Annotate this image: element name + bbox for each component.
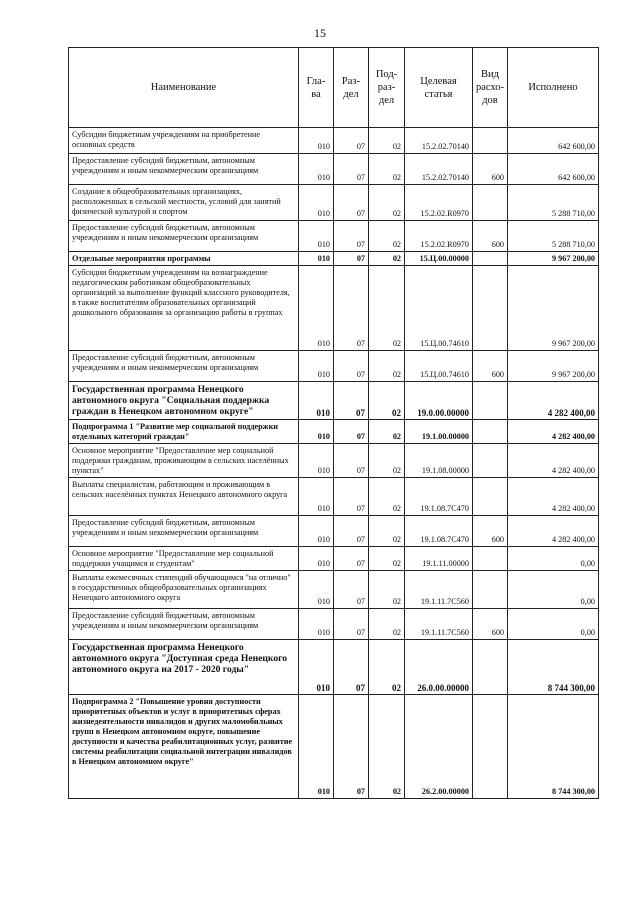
cell-name: Основное мероприятие "Предоставление мер социальной поддержки гражданам, проживающим в сельских населённых пунктах" bbox=[69, 444, 299, 478]
cell-target: 19.1.11.7С560 bbox=[405, 571, 473, 609]
cell-podrazdel: 02 bbox=[369, 478, 405, 516]
cell-target: 15.2.02.R0970 bbox=[405, 185, 473, 221]
cell-razdel: 07 bbox=[334, 266, 369, 351]
header-name: Наименование bbox=[69, 48, 299, 128]
cell-target: 19.1.08.00000 bbox=[405, 444, 473, 478]
cell-glava: 010 bbox=[299, 640, 334, 695]
cell-target: 19.1.08.7С470 bbox=[405, 516, 473, 547]
cell-glava: 010 bbox=[299, 185, 334, 221]
cell-podrazdel: 02 bbox=[369, 695, 405, 799]
table-row bbox=[69, 640, 599, 695]
cell-name: Предоставление субсидий бюджетным, автономным учреждениям и иным некоммерческим организациям bbox=[69, 609, 299, 640]
cell-razdel: 07 bbox=[334, 252, 369, 266]
cell-glava: 010 bbox=[299, 420, 334, 444]
cell-glava: 010 bbox=[299, 252, 334, 266]
table-row bbox=[69, 571, 599, 609]
cell-podrazdel: 02 bbox=[369, 154, 405, 185]
cell-glava: 010 bbox=[299, 154, 334, 185]
cell-podrazdel: 02 bbox=[369, 221, 405, 252]
cell-glava: 010 bbox=[299, 382, 334, 420]
cell-podrazdel: 02 bbox=[369, 444, 405, 478]
cell-razdel: 07 bbox=[334, 547, 369, 571]
table-row bbox=[69, 547, 599, 571]
cell-glava: 010 bbox=[299, 128, 334, 154]
cell-name: Отдельные мероприятия программы bbox=[69, 252, 299, 266]
cell-vid: 600 bbox=[473, 351, 508, 382]
cell-razdel: 07 bbox=[334, 420, 369, 444]
cell-razdel: 07 bbox=[334, 571, 369, 609]
cell-vid bbox=[473, 478, 508, 516]
cell-target: 19.1.00.00000 bbox=[405, 420, 473, 444]
cell-executed: 642 600,00 bbox=[508, 128, 599, 154]
cell-name: Предоставление субсидий бюджетным, автономным учреждениям и иным некоммерческим организациям bbox=[69, 154, 299, 185]
cell-name: Выплаты специалистам, работающим и проживающим в сельских населённых пунктах Ненецкого автономного округа bbox=[69, 478, 299, 516]
cell-vid bbox=[473, 444, 508, 478]
table-row bbox=[69, 266, 599, 351]
cell-executed: 8 744 300,00 bbox=[508, 695, 599, 799]
cell-podrazdel: 02 bbox=[369, 351, 405, 382]
cell-executed: 4 282 400,00 bbox=[508, 478, 599, 516]
cell-name: Субсидии бюджетным учреждениям на приобретение основных средств bbox=[69, 128, 299, 154]
table-row bbox=[69, 252, 599, 266]
cell-podrazdel: 02 bbox=[369, 516, 405, 547]
table-row bbox=[69, 695, 599, 799]
table-row bbox=[69, 154, 599, 185]
table-row bbox=[69, 128, 599, 154]
cell-glava: 010 bbox=[299, 266, 334, 351]
cell-vid bbox=[473, 266, 508, 351]
header-glava: Гла- ва bbox=[299, 48, 334, 128]
cell-vid: 600 bbox=[473, 609, 508, 640]
table-header-row bbox=[69, 48, 599, 128]
cell-name: Подпрограмма 2 "Повышение уровня доступности приоритетных объектов и услуг в приоритетных сферах жизнедеятельности инвалидов и других маломобильных групп в Ненецком автономном округе, повышение доступности и качества реабилитационных услуг, развитие системы реабилитации социальной интеграции инвалидов в Ненецком автономном округе" bbox=[69, 695, 299, 799]
cell-razdel: 07 bbox=[334, 185, 369, 221]
table-row bbox=[69, 382, 599, 420]
cell-razdel: 07 bbox=[334, 351, 369, 382]
cell-executed: 9 967 200,00 bbox=[508, 266, 599, 351]
cell-razdel: 07 bbox=[334, 640, 369, 695]
cell-target: 15.Ц.00.00000 bbox=[405, 252, 473, 266]
cell-target: 15.2.02.70140 bbox=[405, 154, 473, 185]
cell-executed: 0,00 bbox=[508, 609, 599, 640]
header-razdel: Раз- дел bbox=[334, 48, 369, 128]
cell-vid: 600 bbox=[473, 154, 508, 185]
cell-vid bbox=[473, 547, 508, 571]
cell-podrazdel: 02 bbox=[369, 609, 405, 640]
budget-table bbox=[68, 47, 599, 799]
cell-razdel: 07 bbox=[334, 128, 369, 154]
cell-razdel: 07 bbox=[334, 221, 369, 252]
cell-name: Подпрограмма 1 "Развитие мер социальной поддержки отдельных категорий граждан" bbox=[69, 420, 299, 444]
cell-glava: 010 bbox=[299, 571, 334, 609]
cell-vid: 600 bbox=[473, 221, 508, 252]
cell-glava: 010 bbox=[299, 516, 334, 547]
cell-podrazdel: 02 bbox=[369, 571, 405, 609]
table-body bbox=[69, 128, 599, 799]
cell-executed: 0,00 bbox=[508, 547, 599, 571]
cell-razdel: 07 bbox=[334, 382, 369, 420]
cell-name: Предоставление субсидий бюджетным, автономным учреждениям и иным некоммерческим организациям bbox=[69, 221, 299, 252]
cell-podrazdel: 02 bbox=[369, 252, 405, 266]
cell-vid bbox=[473, 695, 508, 799]
table-row bbox=[69, 351, 599, 382]
cell-vid bbox=[473, 128, 508, 154]
cell-vid bbox=[473, 640, 508, 695]
cell-razdel: 07 bbox=[334, 695, 369, 799]
cell-target: 19.1.08.7С470 bbox=[405, 478, 473, 516]
cell-executed: 5 288 710,00 bbox=[508, 221, 599, 252]
cell-name: Государственная программа Ненецкого автономного округа "Доступная среда Ненецкого автономного округа на 2017 - 2020 годы" bbox=[69, 640, 299, 695]
cell-podrazdel: 02 bbox=[369, 382, 405, 420]
cell-glava: 010 bbox=[299, 221, 334, 252]
cell-name: Предоставление субсидий бюджетным, автономным учреждениям и иным некоммерческим организациям bbox=[69, 516, 299, 547]
cell-name: Государственная программа Ненецкого автономного округа "Социальная поддержка граждан в Ненецком автономном округе" bbox=[69, 382, 299, 420]
cell-target: 19.0.00.00000 bbox=[405, 382, 473, 420]
header-executed: Исполнено bbox=[508, 48, 599, 128]
cell-name: Выплаты ежемесячных стипендий обучающимся "на отлично" в государственных общеобразовательных организациях Ненецкого автономного округа bbox=[69, 571, 299, 609]
cell-target: 15.Ц.00.74610 bbox=[405, 266, 473, 351]
cell-target: 26.2.00.00000 bbox=[405, 695, 473, 799]
cell-executed: 4 282 400,00 bbox=[508, 516, 599, 547]
cell-razdel: 07 bbox=[334, 444, 369, 478]
cell-executed: 4 282 400,00 bbox=[508, 382, 599, 420]
cell-target: 15.2.02.70140 bbox=[405, 128, 473, 154]
cell-name: Основное мероприятие "Предоставление мер социальной поддержки учащимся и студентам" bbox=[69, 547, 299, 571]
cell-name: Субсидии бюджетным учреждениям на вознаграждение педагогическим работникам общеобразовательных организаций за выполнение функций классного руководителя, в также воспитателям образовательных организаций дошкольного образования за организацию работы в группах bbox=[69, 266, 299, 351]
cell-vid bbox=[473, 571, 508, 609]
table-row bbox=[69, 185, 599, 221]
cell-glava: 010 bbox=[299, 695, 334, 799]
cell-name: Предоставление субсидий бюджетным, автономным учреждениям и иным некоммерческим организациям bbox=[69, 351, 299, 382]
table-row bbox=[69, 444, 599, 478]
cell-executed: 9 967 200,00 bbox=[508, 351, 599, 382]
cell-glava: 010 bbox=[299, 547, 334, 571]
cell-target: 19.1.11.7С560 bbox=[405, 609, 473, 640]
cell-razdel: 07 bbox=[334, 516, 369, 547]
cell-target: 15.2.02.R0970 bbox=[405, 221, 473, 252]
cell-target: 15.Ц.00.74610 bbox=[405, 351, 473, 382]
cell-razdel: 07 bbox=[334, 478, 369, 516]
cell-glava: 010 bbox=[299, 609, 334, 640]
header-vid: Вид расхо- дов bbox=[473, 48, 508, 128]
cell-executed: 5 288 710,00 bbox=[508, 185, 599, 221]
cell-podrazdel: 02 bbox=[369, 128, 405, 154]
cell-executed: 9 967 200,00 bbox=[508, 252, 599, 266]
cell-executed: 642 600,00 bbox=[508, 154, 599, 185]
cell-glava: 010 bbox=[299, 444, 334, 478]
cell-executed: 4 282 400,00 bbox=[508, 444, 599, 478]
table-row bbox=[69, 478, 599, 516]
cell-podrazdel: 02 bbox=[369, 185, 405, 221]
cell-razdel: 07 bbox=[334, 154, 369, 185]
cell-vid bbox=[473, 382, 508, 420]
header-target: Целевая статья bbox=[405, 48, 473, 128]
cell-executed: 8 744 300,00 bbox=[508, 640, 599, 695]
cell-podrazdel: 02 bbox=[369, 420, 405, 444]
cell-vid bbox=[473, 420, 508, 444]
table-row bbox=[69, 420, 599, 444]
cell-glava: 010 bbox=[299, 351, 334, 382]
cell-name: Создание в общеобразовательных организациях, расположенных в сельской местности, условий для занятий физической культурой и спортом bbox=[69, 185, 299, 221]
table-row bbox=[69, 609, 599, 640]
cell-target: 26.0.00.00000 bbox=[405, 640, 473, 695]
cell-executed: 4 282 400,00 bbox=[508, 420, 599, 444]
cell-target: 19.1.11.00000 bbox=[405, 547, 473, 571]
page-number: 15 bbox=[314, 26, 326, 40]
table-row bbox=[69, 221, 599, 252]
cell-razdel: 07 bbox=[334, 609, 369, 640]
cell-podrazdel: 02 bbox=[369, 640, 405, 695]
cell-podrazdel: 02 bbox=[369, 266, 405, 351]
table-row bbox=[69, 516, 599, 547]
cell-executed: 0,00 bbox=[508, 571, 599, 609]
cell-podrazdel: 02 bbox=[369, 547, 405, 571]
cell-vid: 600 bbox=[473, 516, 508, 547]
cell-vid bbox=[473, 252, 508, 266]
cell-glava: 010 bbox=[299, 478, 334, 516]
header-podrazdel: Под- раз- дел bbox=[369, 48, 405, 128]
cell-vid bbox=[473, 185, 508, 221]
